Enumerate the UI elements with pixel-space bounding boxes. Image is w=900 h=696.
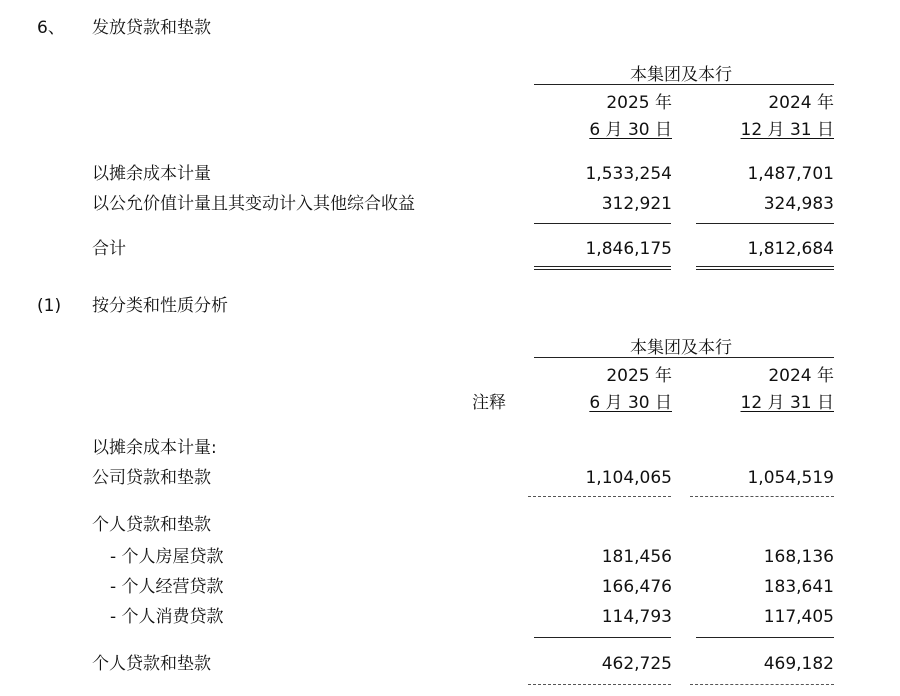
row-value-2025: 312,921 (601, 194, 672, 214)
row-label: - 个人消费贷款 (110, 607, 224, 627)
row-value-2024: 117,405 (763, 607, 834, 627)
row-label: 公司贷款和垫款 (92, 468, 211, 488)
total-label: 合计 (92, 239, 126, 259)
col1-date: 6 月 30 日 (589, 393, 672, 413)
col1-date: 6 月 30 日 (589, 120, 672, 140)
personal-total-2025: 462,725 (601, 654, 672, 674)
row-label: - 个人经营贷款 (110, 577, 224, 597)
row-label: 以公允价值计量且其变动计入其他综合收益 (92, 194, 415, 214)
dashed-rule (690, 496, 834, 497)
row-value-2025: 166,476 (601, 577, 672, 597)
col1-year: 2025 年 (606, 93, 672, 113)
col1-year: 2025 年 (606, 366, 672, 386)
dashed-rule (690, 684, 834, 685)
row-value-2024: 168,136 (763, 547, 834, 567)
section-title: 发放贷款和垫款 (92, 18, 211, 38)
subtotal-rule (534, 637, 671, 638)
personal-total-label: 个人贷款和垫款 (92, 654, 211, 674)
dashed-rule (528, 684, 671, 685)
subtotal-rule (696, 637, 834, 638)
row-value-2025: 1,533,254 (585, 164, 672, 184)
header-rule (534, 357, 834, 358)
row-label: - 个人房屋贷款 (110, 547, 224, 567)
row-value-2024: 1,487,701 (747, 164, 834, 184)
section-number: 6、 (37, 18, 65, 38)
note-header: 注释 (472, 393, 506, 413)
amortized-heading: 以摊余成本计量: (92, 438, 217, 458)
total-value-2024: 1,812,684 (747, 239, 834, 259)
col2-year: 2024 年 (768, 366, 834, 386)
subtotal-rule (696, 223, 834, 224)
personal-total-2024: 469,182 (763, 654, 834, 674)
subtotal-rule (534, 223, 671, 224)
row-value-2024: 1,054,519 (747, 468, 834, 488)
total-value-2025: 1,846,175 (585, 239, 672, 259)
header-rule (534, 84, 834, 85)
personal-heading: 个人贷款和垫款 (92, 515, 211, 535)
col2-date: 12 月 31 日 (740, 120, 834, 140)
group-header: 本集团及本行 (630, 338, 732, 358)
subsection-number: (1) (37, 296, 62, 316)
row-value-2024: 183,641 (763, 577, 834, 597)
row-value-2025: 114,793 (601, 607, 672, 627)
dashed-rule (528, 496, 671, 497)
group-header: 本集团及本行 (630, 65, 732, 85)
col2-year: 2024 年 (768, 93, 834, 113)
row-value-2025: 181,456 (601, 547, 672, 567)
total-double-rule (534, 266, 671, 270)
subsection-title: 按分类和性质分析 (92, 296, 228, 316)
row-value-2025: 1,104,065 (585, 468, 672, 488)
total-double-rule (696, 266, 834, 270)
col2-date: 12 月 31 日 (740, 393, 834, 413)
row-value-2024: 324,983 (763, 194, 834, 214)
row-label: 以摊余成本计量 (92, 164, 211, 184)
